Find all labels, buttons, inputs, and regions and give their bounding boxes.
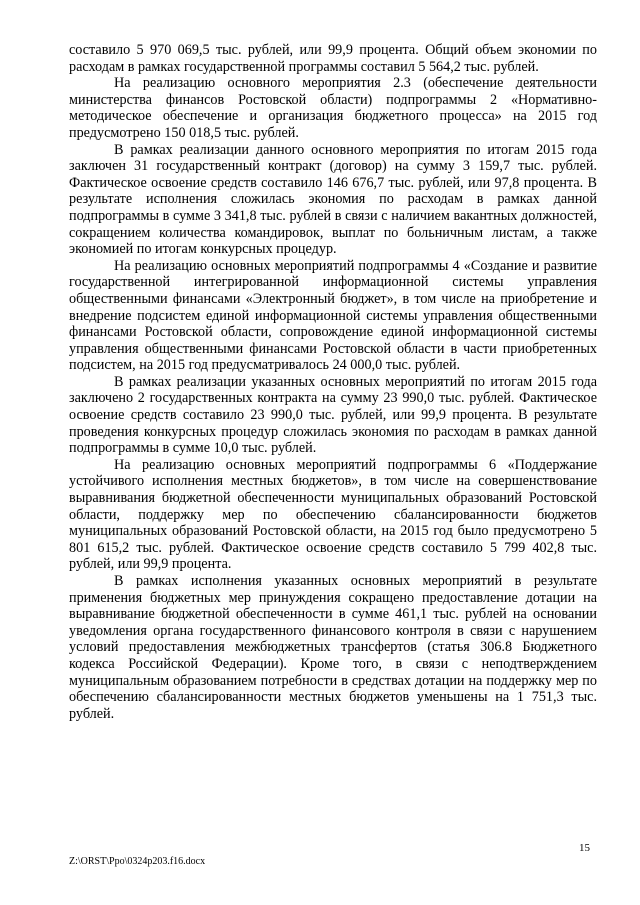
paragraph-subprogram-4-results: В рамках реализации указанных основных мероприятий по итогам 2015 года заключено 2 государственных контракта на сумму 23 990,0 тыс. рублей. Фактическое освоение средств составило 23 990,0 тыс. рублей, или 99,9 процента. В результате проведения конкурсных процедур сложилась экономия по расходам в рамках данной подпрограммы в сумме 10,0 тыс. рублей. <box>69 373 597 457</box>
paragraph-subprogram-4-funding: На реализацию основных мероприятий подпрограммы 4 «Создание и развитие государственной интегрированной информационной системы управления общественными финансами «Электронный бюджет», в том числе на приобретение и внедрение подсистем единой информационной системы управления общественными финансами Ростовской области, сопровождение единой информационной системы управления общественными финансами Ростовской области в части приобретенных подсистем, на 2015 год предусматривалось 24 000,0 тыс. рублей. <box>69 257 597 374</box>
file-path-footer: Z:\ORST\Ppo\0324p203.f16.docx <box>69 856 206 867</box>
paragraph-subprogram-6-funding: На реализацию основных мероприятий подпрограммы 6 «Поддержание устойчивого исполнения местных бюджетов», в том числе на совершенствование выравнивания бюджетной обеспеченности муниципальных образований Ростовской области, поддержку мер по обеспечению сбалансированности бюджетов муниципальных образований Ростовской области, на 2015 год было предусмотрено 5 801 615,2 тыс. рублей. Фактическое освоение средств составило 5 799 402,8 тыс. рублей, или 99,9 процента. <box>69 456 597 573</box>
document-body <box>69 42 597 722</box>
paragraph-subprogram-2-results: В рамках реализации данного основного мероприятия по итогам 2015 года заключен 31 государственный контракт (договор) на сумму 3 159,7 тыс. рублей. Фактическое освоение средств составило 146 676,7 тыс. рублей, или 97,8 процента. В результате исполнения сложилась экономия по расходам в рамках данной подпрограммы в сумме 3 341,8 тыс. рублей в связи с наличием вакантных должностей, сокращением количества командировок, выплат по больничным листам, а также экономией по итогам конкурсных процедур. <box>69 141 597 258</box>
page-number: 15 <box>579 842 590 854</box>
paragraph-subprogram-6-results: В рамках исполнения указанных основных мероприятий в результате применения бюджетных мер принуждения сокращено предоставление дотации на выравнивание бюджетной обеспеченности в сумме 461,1 тыс. рублей на основании уведомления органа государственного финансового контроля в связи с нарушением условий предоставления межбюджетных трансфертов (статья 306.8 Бюджетного кодекса Российской Федерации). Кроме того, в связи с неподтверждением муниципальным образованием потребности в средствах дотации на поддержку мер по обеспечению сбалансированности местных бюджетов уменьшены на 1 751,3 тыс. рублей. <box>69 573 597 722</box>
paragraph-continuation: составило 5 970 069,5 тыс. рублей, или 99,9 процента. Общий объем экономии по расходам в рамках государственной программы составил 5 564,2 тыс. рублей. <box>69 42 597 75</box>
paragraph-subprogram-2-funding: На реализацию основного мероприятия 2.3 (обеспечение деятельности министерства финансов Ростовской области) подпрограммы 2 «Нормативно-методическое обеспечение и организация бюджетного процесса» на 2015 год предусмотрено 150 018,5 тыс. рублей. <box>69 75 597 141</box>
